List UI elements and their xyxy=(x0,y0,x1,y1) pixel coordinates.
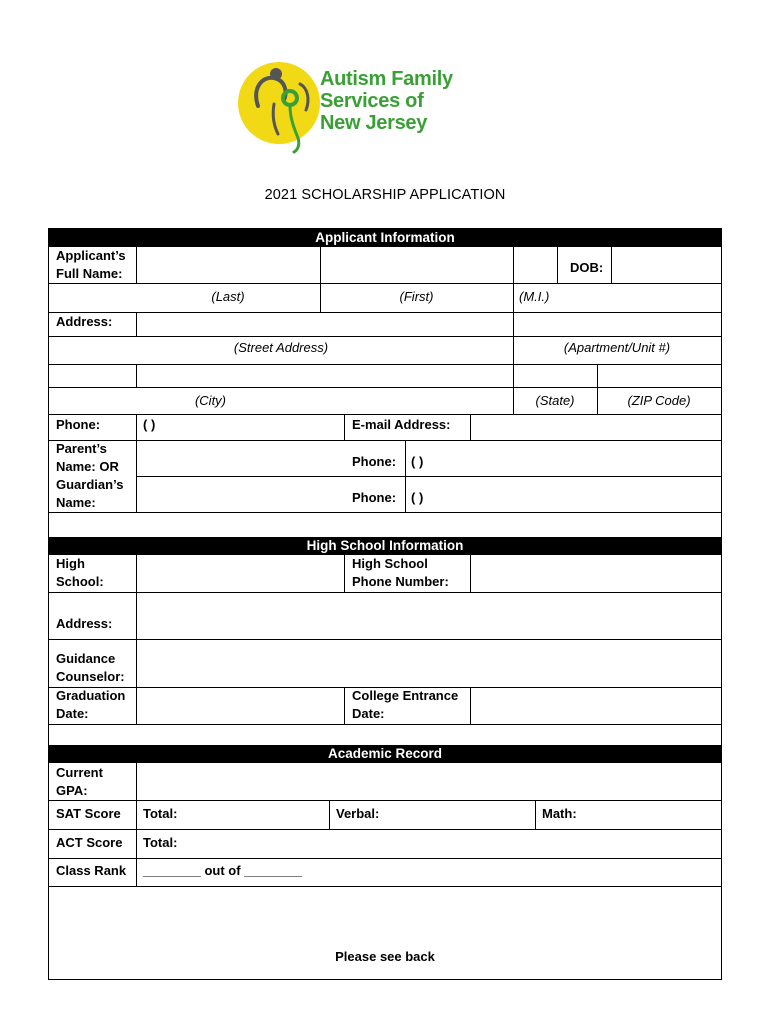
school-address-label: Address: xyxy=(56,616,113,631)
rule xyxy=(344,687,345,724)
rule xyxy=(136,364,137,387)
rule xyxy=(136,247,137,284)
logo-line-3: New Jersey xyxy=(320,112,428,134)
document-title: 2021 SCHOLARSHIP APPLICATION xyxy=(264,187,506,203)
rule xyxy=(136,763,137,886)
family-figure-icon xyxy=(238,58,328,154)
rule xyxy=(49,829,721,830)
state-caption: (State) xyxy=(535,393,575,408)
rule xyxy=(344,414,345,440)
application-form xyxy=(48,228,722,980)
apartment-caption: (Apartment/Unit #) xyxy=(563,340,671,355)
sat-label: SAT Score xyxy=(56,806,121,821)
rule xyxy=(49,440,721,441)
rule xyxy=(329,800,330,829)
rule xyxy=(535,800,536,829)
street-address-caption: (Street Address) xyxy=(233,340,329,355)
full-name-label-2: Full Name: xyxy=(56,266,123,281)
rule xyxy=(49,283,721,284)
see-back-note: Please see back xyxy=(335,949,435,964)
phone-field[interactable]: ( ) xyxy=(143,417,156,432)
act-label: ACT Score xyxy=(56,835,123,850)
rule xyxy=(513,247,514,312)
act-total-label: Total: xyxy=(143,835,178,850)
school-phone-label-2: Phone Number: xyxy=(352,574,449,589)
sat-verbal-label: Verbal: xyxy=(336,806,380,821)
gpa-label-1: Current xyxy=(56,765,103,780)
city-caption: (City) xyxy=(194,393,227,408)
middle-initial-caption: (M.I.) xyxy=(519,289,550,304)
rule xyxy=(136,312,137,336)
college-entrance-label-1: College Entrance xyxy=(352,688,459,703)
sat-total-label: Total: xyxy=(143,806,178,821)
rule xyxy=(136,555,137,724)
high-school-label-1: High xyxy=(56,556,85,571)
guardian-phone-field[interactable]: ( ) xyxy=(411,490,424,505)
section-header-academic: Academic Record xyxy=(49,745,721,763)
rule xyxy=(611,247,612,284)
rule xyxy=(405,440,406,512)
rule xyxy=(344,555,345,592)
first-name-caption: (First) xyxy=(399,289,434,304)
class-rank-field[interactable]: ________ out of ________ xyxy=(143,863,302,878)
rule xyxy=(513,312,514,364)
logo-wordmark xyxy=(320,68,453,134)
college-entrance-label-2: Date: xyxy=(352,706,385,721)
parent-label-2: Name: OR xyxy=(56,459,119,474)
rule xyxy=(49,858,721,859)
email-label: E-mail Address: xyxy=(352,417,451,432)
rule xyxy=(49,336,721,337)
phone-label: Phone: xyxy=(56,417,101,432)
rule xyxy=(49,592,721,593)
counselor-label-1: Guidance xyxy=(56,651,116,666)
full-name-label-1: Applicant’s xyxy=(56,248,126,263)
rule xyxy=(136,414,137,512)
last-name-caption: (Last) xyxy=(211,289,245,304)
rule xyxy=(136,476,721,477)
rule xyxy=(49,312,721,313)
class-rank-label: Class Rank xyxy=(56,863,127,878)
logo-line-1: Autism Family xyxy=(320,68,453,90)
rule xyxy=(470,414,471,440)
organization-logo xyxy=(238,58,478,156)
rule xyxy=(49,512,721,513)
parent-phone-label: Phone: xyxy=(352,454,397,469)
section-header-high-school: High School Information xyxy=(49,537,721,555)
rule xyxy=(49,364,721,365)
parent-label-3: Guardian’s xyxy=(56,477,124,492)
school-phone-label-1: High School xyxy=(352,556,428,571)
zip-caption: (ZIP Code) xyxy=(627,393,691,408)
gpa-label-2: GPA: xyxy=(56,783,88,798)
graduation-label-1: Graduation xyxy=(56,688,126,703)
guardian-phone-label: Phone: xyxy=(352,490,397,505)
rule xyxy=(49,724,721,725)
rule xyxy=(557,247,558,284)
parent-phone-field[interactable]: ( ) xyxy=(411,454,424,469)
dob-label: DOB: xyxy=(570,260,604,275)
address-label: Address: xyxy=(56,314,113,329)
rule xyxy=(49,639,721,640)
section-header-applicant: Applicant Information xyxy=(49,229,721,247)
parent-label-1: Parent’s xyxy=(56,441,107,456)
graduation-label-2: Date: xyxy=(56,706,89,721)
rule xyxy=(49,800,721,801)
rule xyxy=(470,687,471,724)
parent-label-4: Name: xyxy=(56,495,96,510)
logo-line-2: Services of xyxy=(320,90,424,112)
sat-math-label: Math: xyxy=(542,806,577,821)
high-school-label-2: School: xyxy=(56,574,104,589)
counselor-label-2: Counselor: xyxy=(56,669,125,684)
rule xyxy=(49,387,721,388)
rule xyxy=(49,886,721,887)
rule xyxy=(49,414,721,415)
rule xyxy=(470,555,471,592)
